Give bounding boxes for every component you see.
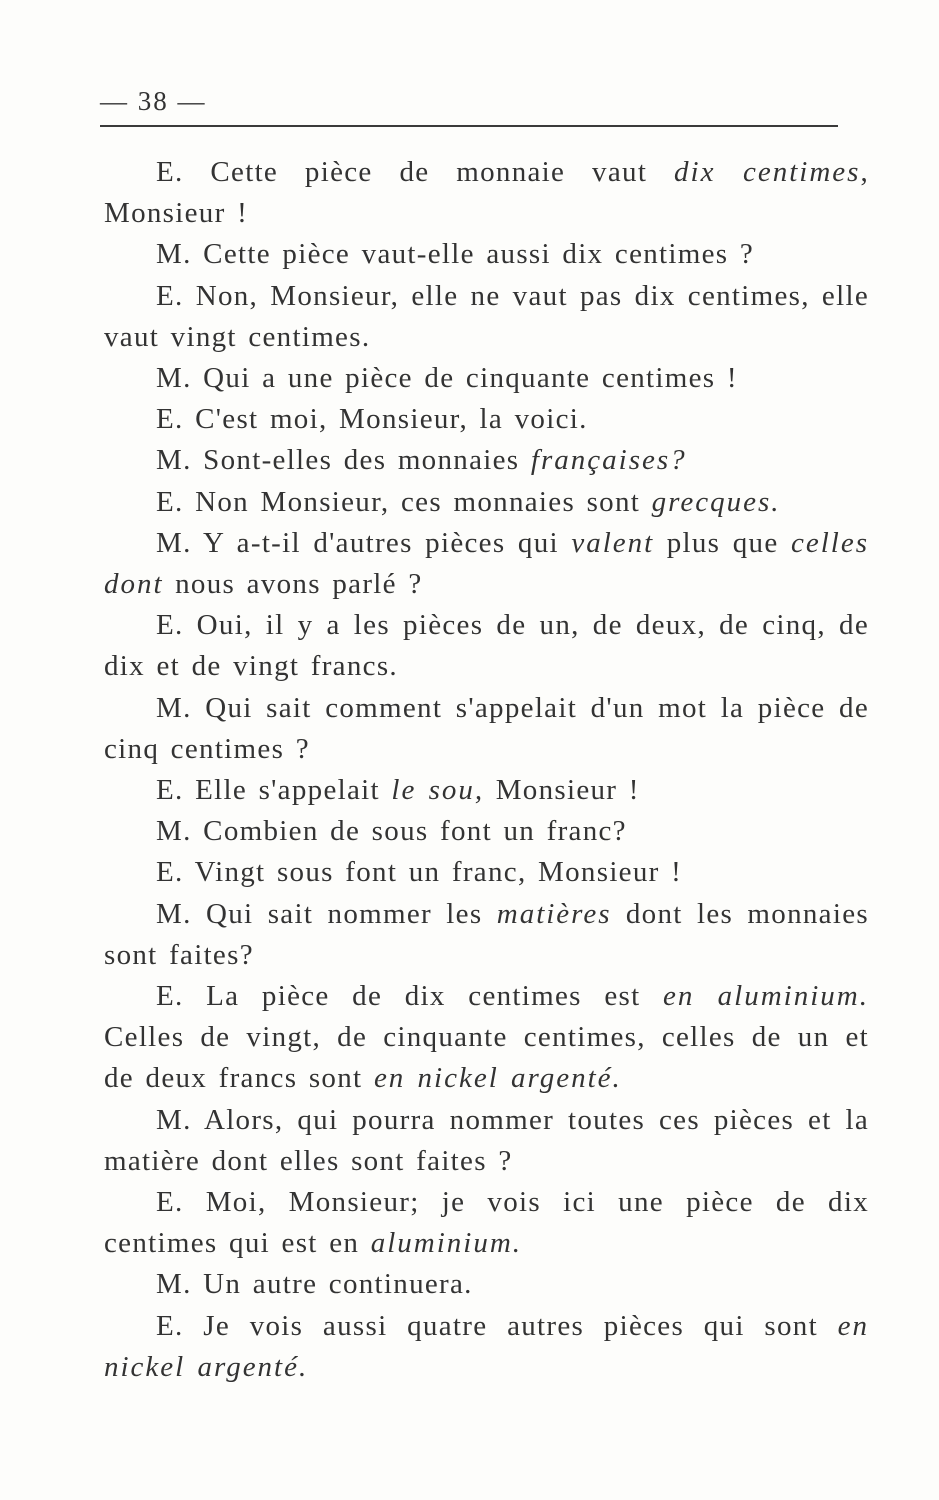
italic-phrase: en nickel argenté. — [373, 1062, 622, 1095]
text-run: M. Un autre continuera. — [156, 1268, 473, 1301]
dialogue-paragraph — [104, 852, 869, 893]
text-run: Celles de vingt, de cinquante centimes, celles de un et de deux francs sont — [104, 1021, 869, 1095]
dialogue-paragraph — [104, 234, 869, 275]
dialogue-paragraph — [104, 1182, 869, 1264]
dialogue-text — [104, 152, 869, 1388]
dialogue-paragraph — [104, 976, 869, 1100]
italic-phrase: dix centimes — [674, 156, 861, 188]
italic-phrase: grecques. — [651, 485, 781, 518]
text-run: plus que — [654, 526, 791, 559]
italic-phrase: en aluminium. — [663, 980, 869, 1013]
text-run: E. Elle s'appelait — [156, 774, 392, 807]
italic-phrase: matières — [496, 897, 612, 930]
italic-phrase: valent — [571, 526, 655, 559]
text-run: Monsieur ! — [484, 774, 640, 807]
italic-phrase: celles dont — [104, 526, 869, 601]
dialogue-paragraph — [104, 811, 869, 852]
dialogue-paragraph — [104, 688, 869, 770]
italic-phrase: en nickel argenté. — [104, 1309, 869, 1383]
dialogue-paragraph — [104, 399, 869, 440]
text-run: E. Cette pièce de monnaie vaut — [156, 156, 675, 188]
dialogue-paragraph — [104, 152, 869, 234]
dialogue-paragraph — [104, 894, 869, 976]
text-run: M. Combien de sous font un franc? — [156, 815, 627, 848]
text-run: E. C'est moi, Monsieur, la voici. — [156, 403, 588, 436]
text-run: M. Qui sait comment s'appelait d'un mot la pièce de cinq centimes ? — [104, 691, 869, 765]
text-run: E. Moi, Monsieur; je vois ici une pièce de dix centimes qui est en — [104, 1186, 869, 1260]
text-run: M. Y a-t-il d'autres pièces qui — [156, 526, 572, 559]
text-run: M. Sont-elles des monnaies — [156, 444, 531, 477]
italic-phrase: aluminium. — [370, 1227, 523, 1260]
dialogue-paragraph — [104, 1264, 869, 1305]
text-run: nous avons parlé ? — [163, 568, 423, 601]
dialogue-paragraph — [104, 1306, 869, 1388]
text-run: M. Qui sait nommer les — [156, 897, 497, 930]
dialogue-paragraph — [104, 276, 869, 358]
header-rule — [100, 125, 838, 127]
text-run: E. Non, Monsieur, elle ne vaut pas dix centimes, elle vaut vingt centimes. — [104, 279, 869, 353]
text-run: E. Oui, il y a les pièces de un, de deux, de cinq, de dix et de vingt francs. — [104, 609, 869, 683]
dialogue-paragraph — [104, 770, 869, 811]
text-run: E. La pièce de dix centimes est — [156, 980, 664, 1013]
text-run: E. Non Monsieur, ces monnaies sont — [156, 485, 652, 518]
dialogue-paragraph — [104, 523, 869, 605]
dialogue-paragraph — [104, 358, 869, 399]
dialogue-paragraph — [104, 482, 869, 523]
text-run: E. Je vois aussi quatre autres pièces qui sont — [156, 1309, 838, 1342]
dialogue-paragraph — [104, 440, 869, 481]
text-run: E. Vingt sous font un franc, Monsieur ! — [156, 856, 683, 889]
page-header — [100, 82, 840, 130]
text-run: , Monsieur ! — [104, 156, 870, 230]
page-number: — 38 — — [100, 86, 207, 116]
italic-phrase: françaises? — [530, 444, 687, 477]
text-run: dont les monnaies sont faites? — [104, 897, 869, 971]
text-run: M. Cette pièce vaut-elle aussi dix centimes ? — [156, 238, 755, 271]
dialogue-paragraph — [104, 1100, 869, 1182]
text-run: M. Qui a une pièce de cinquante centimes ! — [156, 362, 738, 395]
dialogue-paragraph — [104, 605, 869, 687]
italic-phrase: le sou, — [391, 774, 485, 807]
text-run: M. Alors, qui pourra nommer toutes ces pièces et la matière dont elles sont faites ? — [104, 1103, 869, 1177]
